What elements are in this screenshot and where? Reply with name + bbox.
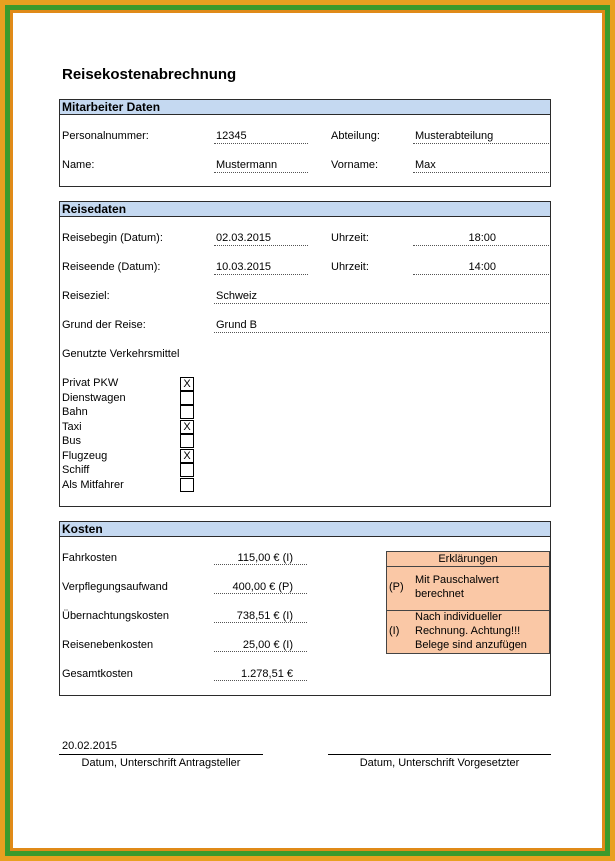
personal-number-field[interactable] (214, 129, 308, 144)
travel-start-date: 02.03.2015 (216, 232, 272, 244)
transport-label-dienstwagen: Dienstwagen (62, 392, 126, 404)
legend-p-line1: Mit Pauschalwert (415, 574, 499, 586)
travel-section-header: Reisedaten (60, 202, 550, 217)
signature-label-applicant: Datum, Unterschrift Antragsteller (81, 757, 241, 769)
name-field[interactable] (214, 158, 308, 173)
cost-label-nebenkosten: Reisenebenkosten (62, 639, 154, 651)
costs-section-header: Kosten (60, 522, 550, 537)
travel-start-time-label: Uhrzeit: (331, 232, 369, 244)
employee-section-header: Mitarbeiter Daten (60, 100, 550, 115)
transport-checkbox-schiff[interactable] (180, 463, 194, 477)
transport-checkbox-flugzeug[interactable]: X (180, 449, 194, 463)
department-value: Musterabteilung (415, 130, 494, 142)
travel-end-time-field[interactable] (413, 260, 549, 275)
first-name-field[interactable] (413, 158, 549, 173)
personal-number-label: Personalnummer: (62, 130, 149, 142)
transport-label-schiff: Schiff (62, 464, 90, 476)
cost-label-gesamt: Gesamtkosten (62, 668, 133, 680)
travel-end-time-label: Uhrzeit: (331, 261, 369, 273)
cost-value-nebenkosten[interactable]: 25,00 € (I) (214, 638, 307, 652)
reason-value: Grund B (216, 319, 257, 331)
transport-checkbox-taxi[interactable]: X (180, 420, 194, 434)
destination-field[interactable] (214, 289, 549, 304)
transport-checkbox-privat-pkw[interactable]: X (180, 377, 194, 391)
cost-label-verpflegung: Verpflegungsaufwand (62, 581, 168, 593)
legend-i-line1: Nach individueller (415, 611, 502, 623)
transport-checkbox-bahn[interactable] (180, 405, 194, 419)
travel-start-label: Reisebegin (Datum): (62, 232, 163, 244)
transport-label: Genutzte Verkehrsmittel (62, 348, 180, 360)
reason-label: Grund der Reise: (62, 319, 146, 331)
department-field[interactable] (413, 129, 549, 144)
page-title: Reisekostenabrechnung (62, 66, 237, 83)
cost-label-uebernachtung: Übernachtungskosten (62, 610, 170, 622)
signature-date: 20.02.2015 (62, 740, 118, 752)
cost-value-fahrkosten[interactable]: 115,00 € (I) (214, 551, 307, 565)
legend-i-row (387, 611, 549, 654)
legend-header: Erklärungen (387, 552, 549, 567)
travel-start-time-field[interactable] (413, 231, 549, 246)
legend-i-line2: Rechnung. Achtung!!! (415, 625, 521, 637)
signature-label-supervisor: Datum, Unterschrift Vorgesetzter (359, 757, 520, 769)
legend-box (386, 551, 550, 654)
travel-end-date-field[interactable] (214, 260, 308, 275)
destination-label: Reiseziel: (62, 290, 110, 302)
department-label: Abteilung: (331, 130, 380, 142)
transport-label-taxi: Taxi (62, 421, 82, 433)
transport-label-privat-pkw: Privat PKW (62, 377, 119, 389)
reason-field[interactable] (214, 318, 549, 333)
cost-value-verpflegung[interactable]: 400,00 € (P) (214, 580, 307, 594)
cost-value-uebernachtung[interactable]: 738,51 € (I) (214, 609, 307, 623)
travel-end-label: Reiseende (Datum): (62, 261, 161, 273)
legend-i-key: (I) (389, 625, 400, 637)
personal-number-value: 12345 (216, 130, 247, 142)
transport-checkbox-dienstwagen[interactable] (180, 391, 194, 405)
signature-line-supervisor (328, 754, 551, 755)
destination-value: Schweiz (216, 290, 257, 302)
cost-value-gesamt: 1.278,51 € (214, 667, 307, 681)
transport-label-flugzeug: Flugzeug (62, 450, 108, 462)
cost-label-fahrkosten: Fahrkosten (62, 552, 118, 564)
transport-checkbox-bus[interactable] (180, 434, 194, 448)
signature-line-applicant (59, 754, 263, 755)
name-label: Name: (62, 159, 95, 171)
transport-label-bahn: Bahn (62, 406, 88, 418)
legend-i-line3: Belege sind anzufügen (415, 639, 527, 651)
first-name-value: Max (415, 159, 436, 171)
travel-start-time: 18:00 (468, 232, 496, 244)
legend-p-key: (P) (389, 581, 404, 593)
travel-end-date: 10.03.2015 (216, 261, 272, 273)
travel-start-date-field[interactable] (214, 231, 308, 246)
legend-p-line2: berechnet (415, 588, 464, 600)
transport-label-als-mitfahrer: Als Mitfahrer (62, 479, 124, 491)
name-value: Mustermann (216, 159, 278, 171)
transport-checkbox-als-mitfahrer[interactable] (180, 478, 194, 492)
transport-label-bus: Bus (62, 435, 81, 447)
legend-p-row (387, 567, 549, 611)
travel-end-time: 14:00 (468, 261, 496, 273)
first-name-label: Vorname: (331, 159, 379, 171)
